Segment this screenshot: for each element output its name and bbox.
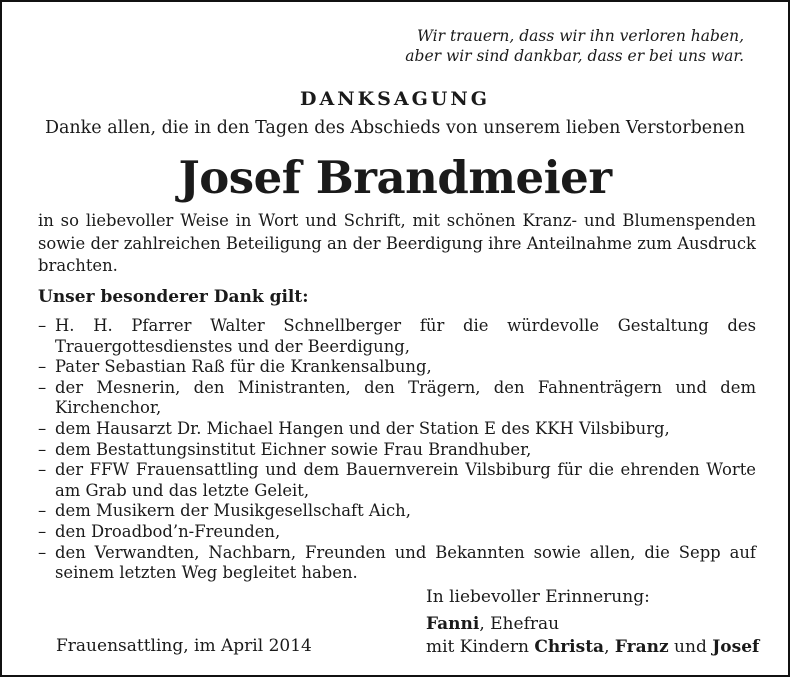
dash-bullet: – [38, 418, 47, 438]
list-item [38, 440, 756, 461]
deceased-name: Josef Brandmeier [178, 151, 612, 204]
list-item [38, 316, 756, 357]
list-item [38, 501, 756, 522]
list-item-text: dem Bestattungsinstitut Eichner sowie Frau Brandhuber, [55, 439, 532, 459]
list-item [38, 522, 756, 543]
list-item [38, 419, 756, 440]
thanks-list [38, 316, 756, 584]
list-item [38, 378, 756, 419]
dash-bullet: – [38, 377, 47, 397]
intro-text: Danke allen, die in den Tagen des Abschieds von unserem lieben Verstorbenen [44, 118, 746, 138]
body-text: in so liebevoller Weise in Wort und Schrift, mit schönen Kranz- und Blumenspenden sowie der zahlreichen Beteiligung an der Beerdigung ihre Anteilnahme zum Ausdruck brachten. [38, 211, 756, 275]
wife-name: Fanni [426, 614, 480, 634]
separator: , [604, 637, 615, 657]
dash-bullet: – [38, 316, 47, 335]
dash-bullet: – [38, 521, 47, 541]
list-item-text: der Mesnerin, den Ministranten, den Trägern, den Fahnenträgern und dem Kirchenchor, [55, 377, 756, 418]
dash-bullet: – [38, 501, 47, 521]
signers-block [426, 613, 759, 659]
motto-line-2: aber wir sind dankbar, dass er bei uns war. [405, 47, 744, 65]
list-item-text: dem Hausarzt Dr. Michael Hangen und der Station E des KKH Vilsbiburg, [55, 418, 670, 438]
list-item [38, 357, 756, 378]
signer-children [426, 636, 759, 659]
dash-bullet: – [38, 439, 47, 459]
child-name: Christa [534, 637, 605, 657]
list-item-text: dem Musikern der Musikgesellschaft Aich, [55, 501, 411, 521]
signer-wife [426, 613, 759, 636]
list-item-text: den Verwandten, Nachbarn, Freunden und Bekannten sowie allen, die Sepp auf seinem letzten Weg begleitet haben. [55, 542, 756, 583]
dash-bullet: – [38, 357, 47, 377]
dash-bullet: – [38, 460, 47, 480]
list-item-text: den Droadbod’n-Freunden, [55, 521, 281, 541]
motto-line-1: Wir trauern, dass wir ihn verloren haben, [417, 27, 744, 45]
wife-suffix: , Ehefrau [479, 614, 560, 634]
list-item [38, 543, 756, 584]
memory-label: In liebevoller Erinnerung: [426, 587, 650, 607]
motto-quote [405, 26, 744, 66]
thanks-title: Unser besonderer Dank gilt: [38, 287, 309, 307]
list-item-text: Pater Sebastian Raß für die Krankensalbung, [55, 357, 432, 377]
conjunction: und [668, 637, 713, 657]
child-name: Franz [614, 637, 669, 657]
list-item [38, 460, 756, 501]
list-item-text: H. H. Pfarrer Walter Schnellberger für die würdevolle Gestaltung des Trauergottesdienstes und der Beerdigung, [55, 316, 756, 356]
place-date: Frauensattling, im April 2014 [56, 636, 312, 656]
list-item-text: der FFW Frauensattling und dem Bauernverein Vilsbiburg für die ehrenden Worte am Grab und das letzte Geleit, [55, 460, 756, 500]
dash-bullet: – [38, 542, 47, 562]
notice-heading: DANKSAGUNG [300, 88, 490, 110]
children-prefix: mit Kindern [426, 637, 535, 657]
child-name: Josef [712, 637, 760, 657]
